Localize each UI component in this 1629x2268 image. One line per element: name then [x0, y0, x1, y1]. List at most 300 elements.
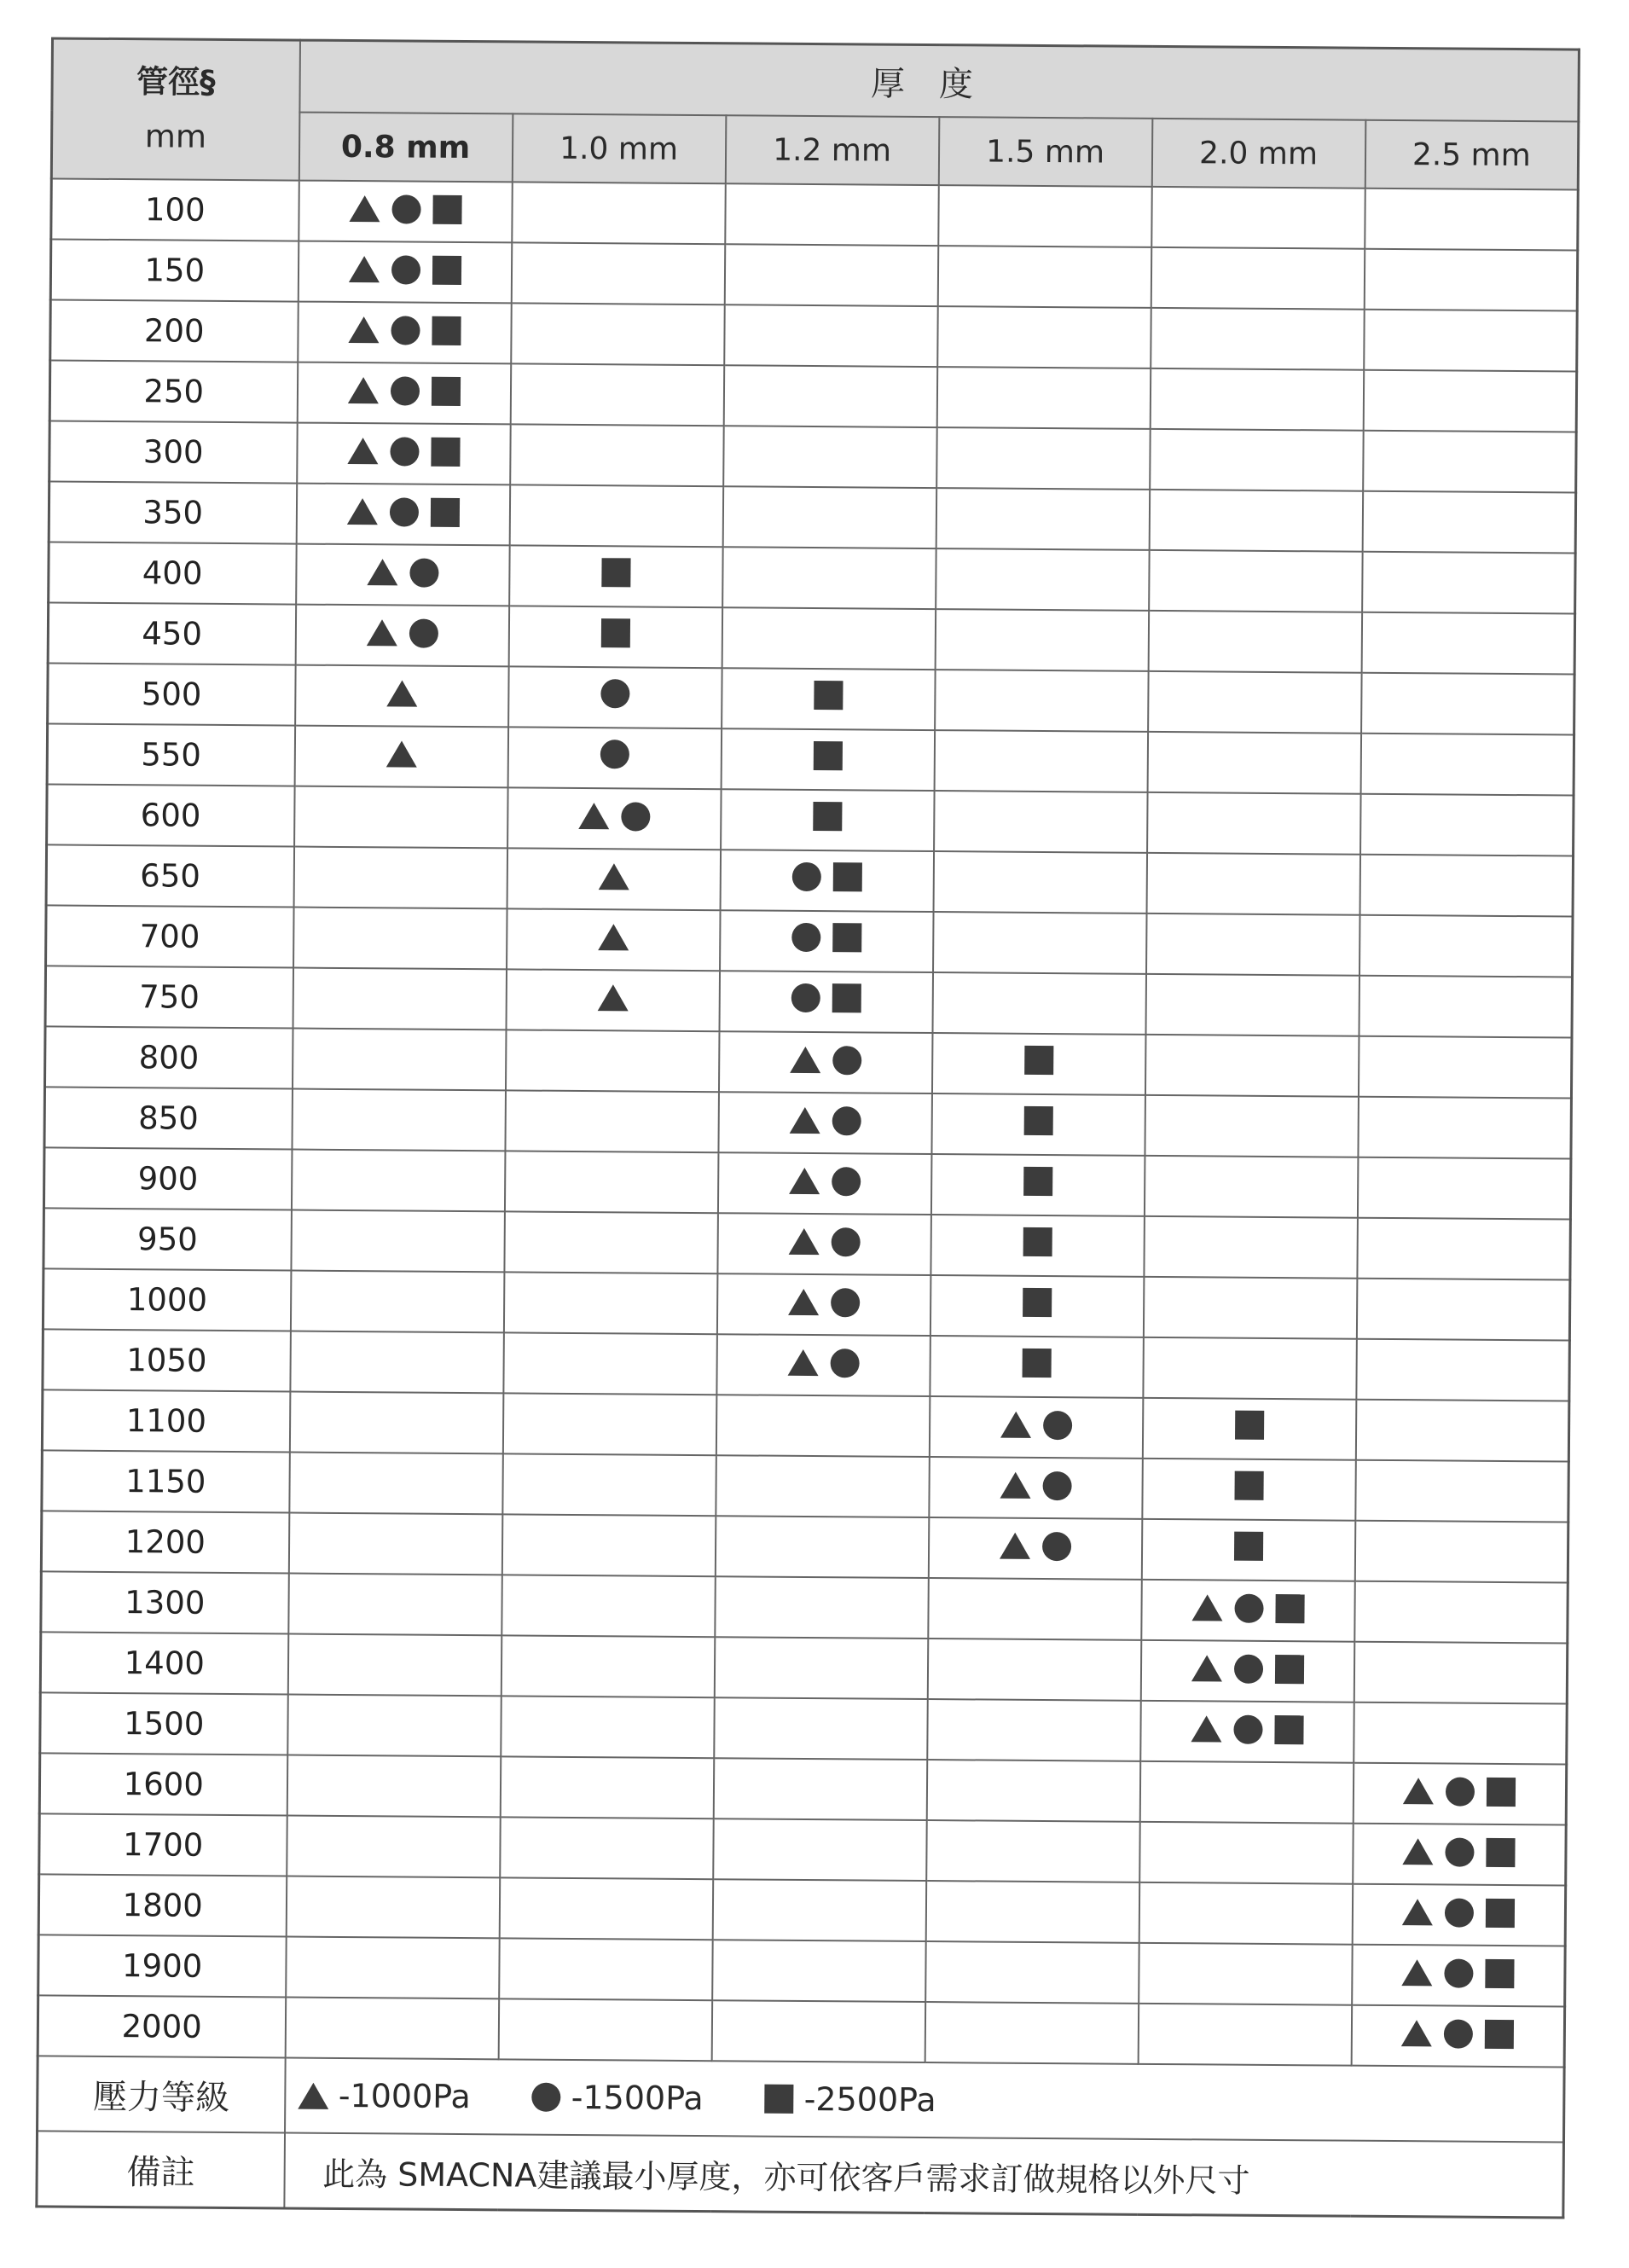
diameter-cell: 2000	[38, 1995, 286, 2057]
circle-icon	[389, 497, 418, 526]
table-row	[49, 421, 1577, 492]
pressure-marks	[1403, 1837, 1516, 1867]
diameter-unit: mm	[144, 118, 207, 155]
pressure-cell	[716, 1273, 930, 1336]
diameter-cell: 1900	[38, 1934, 287, 1997]
pressure-cell	[1362, 491, 1576, 554]
legend-label: 壓力等級	[38, 2056, 286, 2132]
pressure-marks	[1022, 1349, 1051, 1378]
pressure-cell	[721, 728, 935, 791]
pressure-cell	[936, 548, 1150, 611]
pressure-cell	[1355, 1400, 1569, 1462]
triangle-icon	[366, 619, 397, 646]
triangle-icon	[367, 559, 397, 585]
circle-icon	[409, 558, 438, 587]
triangle-icon	[1402, 1959, 1433, 1986]
pressure-cell	[1360, 794, 1574, 856]
pressure-cell	[925, 2002, 1139, 2064]
pressure-marks	[601, 558, 630, 587]
pressure-marks	[791, 983, 861, 1013]
square-icon	[1022, 1349, 1051, 1378]
diameter-header	[51, 38, 299, 181]
pressure-marks	[789, 1166, 861, 1196]
pressure-cell	[1144, 1216, 1358, 1279]
diameter-cell: 1000	[43, 1268, 291, 1331]
table-row	[45, 966, 1573, 1037]
pressure-cell	[1363, 370, 1577, 432]
diameter-cell: 1050	[43, 1329, 291, 1391]
pressure-marks	[600, 740, 629, 769]
pressure-cell	[298, 302, 512, 364]
pressure-cell	[936, 488, 1150, 550]
pressure-cell	[501, 1635, 715, 1697]
pressure-cell	[505, 1030, 719, 1092]
pressure-cell	[504, 1211, 718, 1273]
pressure-marks	[791, 923, 861, 953]
table-row	[41, 1571, 1568, 1643]
pressure-cell	[723, 365, 937, 427]
diameter-cell: 800	[45, 1026, 293, 1088]
pressure-cell	[1363, 431, 1577, 493]
pressure-cell	[935, 670, 1149, 732]
pressure-marks	[999, 1531, 1070, 1561]
pressure-cell	[296, 544, 510, 606]
pressure-cell	[713, 1758, 927, 1820]
legend-text: -2500Pa	[803, 2079, 936, 2120]
table-row	[43, 1208, 1571, 1279]
pressure-cell	[1151, 247, 1365, 310]
pressure-cell	[1354, 1521, 1568, 1583]
pressure-cell	[933, 851, 1147, 914]
pressure-marks	[788, 1287, 860, 1317]
circle-icon	[390, 437, 419, 466]
pressure-cell	[504, 1151, 718, 1213]
pressure-cell	[287, 1755, 501, 1818]
triangle-icon	[1403, 1838, 1434, 1865]
thickness-col-header: 1.2 mm	[725, 115, 939, 185]
table-row	[40, 1632, 1568, 1703]
pressure-marks	[1191, 1714, 1303, 1744]
pressure-cell	[1357, 1218, 1571, 1280]
pressure-cell	[720, 910, 934, 972]
triangle-icon	[348, 256, 379, 282]
pressure-marks	[813, 741, 842, 770]
circle-icon	[409, 618, 438, 647]
square-icon	[1274, 1715, 1303, 1744]
pressure-marks	[1191, 1654, 1303, 1684]
pressure-cell	[299, 181, 513, 243]
pressure-cell	[507, 848, 721, 910]
table-row	[41, 1511, 1568, 1582]
pressure-marks	[348, 315, 461, 345]
pressure-cell	[720, 850, 934, 912]
square-icon	[1023, 1227, 1052, 1256]
table-row	[49, 542, 1576, 613]
thickness-col-header: 2.0 mm	[1151, 119, 1365, 189]
diameter-cell: 100	[51, 178, 299, 241]
pressure-marks	[1234, 1471, 1263, 1500]
diameter-cell: 200	[50, 299, 299, 362]
diameter-label: 管徑§	[136, 63, 216, 101]
pressure-cell	[1138, 2004, 1352, 2066]
pressure-cell	[1146, 914, 1360, 976]
pressure-marks	[578, 801, 650, 831]
triangle-icon	[597, 984, 628, 1011]
circle-icon	[1233, 1654, 1262, 1683]
circle-icon	[391, 316, 420, 345]
circle-icon	[831, 1227, 860, 1256]
pressure-cell	[1361, 612, 1575, 675]
table-row	[40, 1692, 1568, 1764]
pressure-cell	[1140, 1701, 1354, 1763]
pressure-cell	[1352, 1945, 1566, 2007]
pressure-cell	[936, 367, 1151, 429]
triangle-icon	[386, 740, 416, 767]
pressure-cell	[712, 1940, 926, 2002]
triangle-icon	[298, 2082, 328, 2108]
pressure-cell	[294, 726, 508, 788]
circle-icon	[1043, 1411, 1072, 1440]
pressure-cell	[1143, 1277, 1357, 1339]
pressure-marks	[790, 1045, 861, 1075]
pressure-cell	[498, 1998, 712, 2061]
pressure-cell	[510, 363, 724, 426]
triangle-icon	[598, 924, 629, 950]
circle-icon	[1234, 1593, 1263, 1622]
pressure-marks	[349, 194, 461, 224]
circle-icon	[391, 194, 420, 223]
pressure-cell	[502, 1453, 716, 1516]
pressure-marks	[348, 255, 461, 285]
square-icon	[832, 983, 861, 1012]
pressure-cell	[1354, 1642, 1568, 1704]
pressure-cell	[928, 1517, 1142, 1580]
pressure-cell	[287, 1816, 501, 1878]
pressure-cell	[930, 1154, 1145, 1216]
triangle-icon	[1000, 1472, 1030, 1499]
table-row	[49, 360, 1577, 432]
diameter-cell: 1500	[40, 1692, 288, 1755]
pressure-cell	[291, 1210, 505, 1273]
square-icon	[1023, 1288, 1052, 1317]
table-row	[47, 784, 1574, 856]
circle-icon	[390, 376, 419, 405]
pressure-cell	[721, 789, 935, 851]
diameter-cell: 1300	[41, 1571, 289, 1633]
circle-icon	[1445, 1958, 1474, 1987]
pressure-cell	[288, 1574, 502, 1636]
circle-icon	[832, 1046, 861, 1075]
thickness-col-header: 2.5 mm	[1365, 120, 1579, 190]
pressure-cell	[298, 241, 512, 304]
circle-icon	[831, 1288, 860, 1317]
pressure-cell	[289, 1453, 503, 1515]
triangle-icon	[347, 438, 378, 464]
triangle-icon	[789, 1168, 820, 1194]
pressure-cell	[1360, 734, 1574, 796]
pressure-marks	[598, 863, 629, 890]
diameter-cell: 400	[49, 542, 297, 604]
pressure-cell	[287, 1634, 501, 1697]
diameter-cell: 150	[50, 239, 299, 301]
pressure-marks	[600, 679, 629, 708]
triangle-icon	[788, 1289, 819, 1315]
pressure-cell	[290, 1271, 504, 1333]
square-icon	[1024, 1046, 1053, 1075]
pressure-cell	[927, 1639, 1141, 1701]
pressure-cell	[722, 668, 936, 730]
pressure-marks	[386, 740, 416, 767]
pressure-marks	[789, 1105, 861, 1135]
pressure-cell	[1359, 855, 1574, 917]
pressure-cell	[1140, 1640, 1354, 1702]
pressure-cell	[506, 969, 720, 1031]
pressure-cell	[716, 1334, 930, 1396]
pressure-cell	[1353, 1763, 1567, 1825]
square-icon	[1235, 1411, 1264, 1440]
pressure-marks	[347, 436, 460, 466]
pressure-cell	[1148, 671, 1362, 734]
diameter-cell: 850	[44, 1087, 293, 1149]
diameter-cell: 1700	[39, 1813, 287, 1876]
diameter-cell: 350	[49, 481, 297, 543]
square-icon	[814, 681, 843, 710]
pressure-cell	[501, 1575, 716, 1637]
square-icon	[813, 741, 842, 770]
pressure-cell	[1139, 1943, 1353, 2005]
pressure-cell	[1151, 308, 1365, 370]
pressure-cell	[288, 1513, 502, 1575]
diameter-cell: 450	[48, 602, 296, 664]
pressure-cell	[286, 1937, 500, 1999]
pressure-cell	[508, 606, 722, 668]
pressure-cell	[511, 303, 725, 365]
pressure-cell	[1139, 1882, 1353, 1945]
pressure-cell	[1353, 1824, 1567, 1886]
pressure-marks	[1023, 1227, 1052, 1256]
diameter-cell: 1600	[39, 1753, 287, 1815]
triangle-icon	[788, 1228, 819, 1255]
diameter-cell: 500	[48, 663, 296, 725]
pressure-cell	[925, 1941, 1139, 2004]
square-icon	[601, 558, 630, 587]
pressure-marks	[1023, 1106, 1052, 1135]
pressure-cell	[1150, 429, 1364, 491]
table-row	[49, 481, 1576, 553]
square-icon	[1274, 1655, 1303, 1684]
pressure-cell	[722, 547, 936, 609]
diameter-cell: 250	[49, 360, 298, 422]
pressure-cell	[934, 791, 1148, 853]
pressure-cell	[718, 1092, 932, 1154]
table-row	[38, 1934, 1566, 2006]
pressure-cell	[925, 1881, 1139, 1943]
pressure-cell	[297, 423, 511, 485]
pressure-cell	[291, 1150, 505, 1212]
pressure-cell	[1141, 1519, 1355, 1581]
pressure-cell	[293, 968, 507, 1030]
pressure-cell	[508, 666, 722, 728]
pressure-cell	[499, 1877, 713, 1940]
circle-icon	[1041, 1532, 1070, 1561]
square-icon	[813, 802, 842, 831]
diameter-cell: 900	[43, 1147, 292, 1209]
pressure-cell	[1139, 1761, 1354, 1824]
diameter-cell: 700	[46, 905, 294, 967]
pressure-cell	[1361, 673, 1575, 735]
table-row	[43, 1329, 1570, 1401]
legend-item	[765, 2080, 936, 2119]
circle-icon	[791, 983, 820, 1012]
triangle-icon	[789, 1107, 820, 1134]
pressure-cell	[1145, 1095, 1359, 1157]
circle-icon	[600, 740, 629, 769]
pressure-cell	[1352, 1884, 1566, 1946]
pressure-cell	[711, 2000, 925, 2062]
pressure-cell	[719, 971, 933, 1033]
pressure-cell	[716, 1395, 930, 1457]
pressure-marks	[791, 862, 861, 892]
pressure-cell	[1144, 1156, 1358, 1218]
pressure-cell	[1358, 1036, 1572, 1099]
pressure-cell	[1149, 550, 1363, 612]
pressure-cell	[930, 1336, 1144, 1398]
pressure-cell	[1145, 974, 1359, 1036]
pressure-cell	[929, 1457, 1143, 1519]
pressure-cell	[714, 1697, 928, 1760]
pressure-marks	[1233, 1532, 1262, 1561]
square-icon	[1485, 2019, 1514, 2048]
pressure-marks	[813, 802, 842, 831]
legend-text: -1000Pa	[338, 2076, 471, 2116]
triangle-icon	[349, 195, 380, 222]
pressure-cell	[712, 1879, 926, 1941]
square-icon	[1487, 1837, 1516, 1866]
table-row	[39, 1813, 1567, 1885]
pressure-cell	[512, 182, 726, 244]
diameter-cell: 750	[45, 966, 293, 1028]
pressure-cell	[511, 242, 725, 305]
table-row	[51, 178, 1579, 250]
pressure-marks	[787, 1348, 859, 1378]
pressure-marks	[600, 618, 629, 647]
diameter-cell: 650	[46, 844, 294, 907]
triangle-icon	[1403, 1778, 1434, 1804]
circle-icon	[1446, 1777, 1475, 1806]
table-row	[46, 905, 1574, 977]
table-row	[38, 1874, 1566, 1946]
pressure-marks	[1191, 1593, 1304, 1623]
triangle-icon	[999, 1533, 1029, 1559]
pressure-cell	[295, 665, 509, 728]
pressure-cell	[1143, 1337, 1357, 1400]
square-icon	[832, 923, 861, 952]
pressure-cell	[724, 244, 938, 306]
pressure-marks	[1402, 1898, 1515, 1928]
thickness-col-header: 1.0 mm	[512, 113, 726, 183]
pressure-cell	[1358, 1097, 1572, 1159]
pressure-cell	[500, 1817, 714, 1879]
triangle-icon	[1402, 1899, 1433, 1925]
table-row	[50, 299, 1578, 371]
pressure-cell	[290, 1331, 504, 1394]
diameter-cell: 1100	[42, 1389, 290, 1452]
triangle-icon	[1000, 1412, 1031, 1438]
diameter-cell: 1400	[40, 1632, 288, 1694]
pressure-cell	[1362, 552, 1576, 614]
circle-icon	[832, 1106, 861, 1135]
pressure-cell	[1359, 915, 1573, 977]
square-icon	[1023, 1106, 1052, 1135]
square-icon	[1486, 1958, 1515, 1987]
pressure-cell	[1356, 1339, 1570, 1401]
thickness-spec-sheet	[35, 37, 1578, 2219]
square-icon	[432, 255, 461, 284]
triangle-icon	[1401, 2020, 1432, 2046]
square-icon	[765, 2085, 794, 2114]
triangle-icon	[790, 1047, 820, 1073]
pressure-cell	[938, 185, 1152, 247]
pressure-cell	[934, 730, 1148, 792]
pressure-cell	[502, 1393, 716, 1455]
pressure-cell	[1147, 792, 1361, 855]
thickness-table	[35, 37, 1580, 2219]
pressure-cell	[297, 363, 511, 425]
pressure-marks	[788, 1227, 860, 1256]
pressure-marks	[386, 680, 417, 706]
pressure-cell	[1142, 1398, 1356, 1460]
remark-label: 備註	[37, 2131, 285, 2208]
circle-icon	[1446, 1837, 1475, 1866]
pressure-marks	[1402, 1958, 1515, 1988]
pressure-cell	[930, 1215, 1145, 1277]
legend-item	[532, 2079, 704, 2117]
pressure-cell	[509, 484, 723, 547]
pressure-cell	[293, 908, 507, 970]
pressure-cell	[505, 1090, 719, 1152]
diameter-cell: 600	[47, 784, 295, 846]
pressure-cell	[1141, 1580, 1355, 1642]
pressure-cell	[724, 305, 938, 367]
circle-icon	[830, 1349, 859, 1378]
pressure-cell	[713, 1818, 927, 1881]
pressure-cell	[1364, 310, 1578, 372]
square-icon	[1234, 1471, 1263, 1500]
pressure-cell	[1354, 1702, 1568, 1765]
pressure-marks	[1023, 1288, 1052, 1317]
pressure-cell	[936, 427, 1151, 490]
pressure-cell	[501, 1696, 715, 1758]
table-row	[42, 1450, 1569, 1522]
pressure-cell	[286, 1876, 500, 1939]
remark-text: 此為 SMACNA建議最小厚度，亦可依客戶需求訂做規格以外尺寸	[284, 2133, 1564, 2218]
pressure-cell	[510, 424, 724, 486]
pressure-cell	[926, 1760, 1140, 1822]
pressure-cell	[935, 609, 1149, 671]
pressure-cell	[929, 1396, 1143, 1459]
pressure-cell	[928, 1578, 1142, 1640]
pressure-cell	[937, 246, 1151, 308]
square-icon	[1233, 1532, 1262, 1561]
triangle-icon	[578, 803, 609, 829]
square-icon	[432, 316, 461, 345]
triangle-icon	[1191, 1655, 1221, 1681]
circle-icon	[1042, 1471, 1071, 1500]
table-row	[46, 844, 1574, 916]
pressure-marks	[366, 618, 438, 648]
pressure-cell	[1151, 187, 1365, 249]
triangle-icon	[346, 498, 377, 525]
